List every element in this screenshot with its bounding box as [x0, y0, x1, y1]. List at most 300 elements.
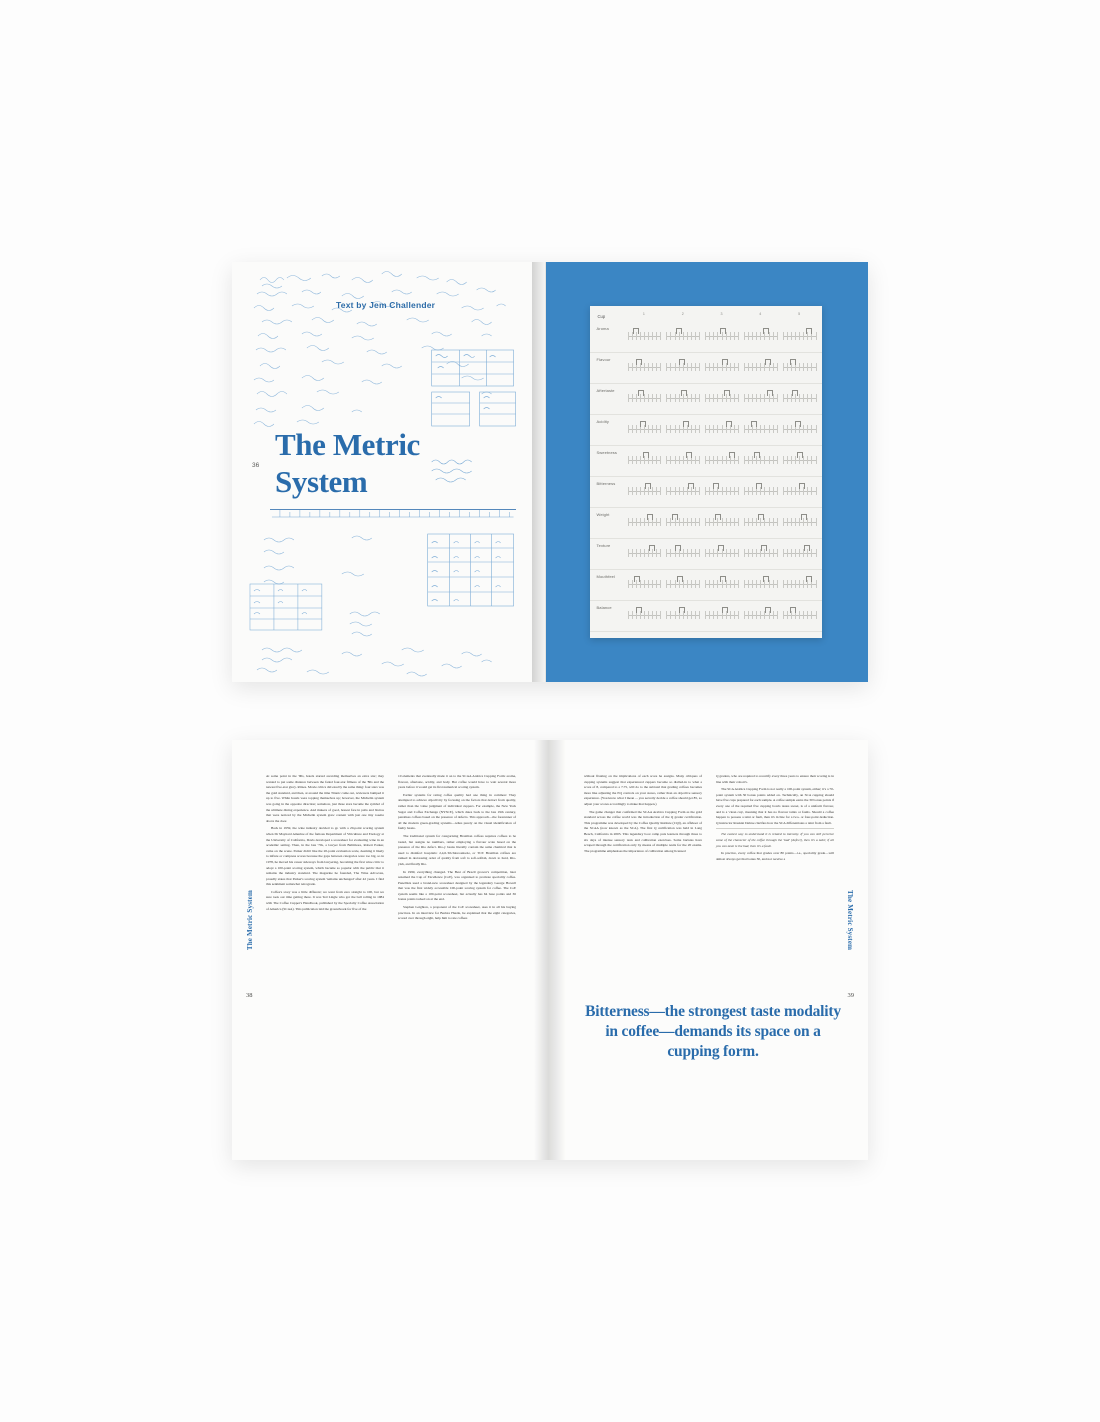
scale-tick	[769, 456, 770, 464]
column-header: 2	[681, 312, 684, 316]
scale-tick	[791, 549, 792, 557]
scale-marker[interactable]	[633, 328, 639, 334]
scale-tick	[769, 487, 770, 495]
scale-tick	[695, 487, 696, 495]
scale-tick	[756, 332, 757, 340]
scale-tick	[722, 456, 723, 464]
scale-marker[interactable]	[804, 545, 810, 551]
scale-marker[interactable]	[763, 328, 769, 334]
scale-tick	[777, 394, 778, 402]
scale-tick	[752, 456, 753, 464]
scale-tick	[717, 363, 718, 371]
scale-marker[interactable]	[640, 421, 646, 427]
scale-tick	[652, 456, 653, 464]
scale-tick	[699, 332, 700, 340]
scale-tick	[783, 518, 784, 526]
scale-tick	[648, 611, 649, 619]
running-head-right: The Metric System	[846, 890, 854, 951]
scale-tick	[632, 425, 633, 433]
top-spread-right-page	[546, 262, 868, 682]
scale-tick	[807, 425, 808, 433]
scale-tick	[744, 363, 745, 371]
scale-tick	[709, 580, 710, 588]
scale-tick	[811, 394, 812, 402]
scale-tick	[652, 363, 653, 371]
cupping-form-scale[interactable]	[783, 327, 816, 343]
scale-tick	[709, 487, 710, 495]
scale-tick	[752, 580, 753, 588]
scale-tick	[636, 518, 637, 526]
scale-marker[interactable]	[801, 514, 807, 520]
scale-marker[interactable]	[795, 421, 801, 427]
cupping-form-scale[interactable]	[628, 389, 661, 405]
scale-marker[interactable]	[679, 607, 685, 613]
cupping-form-scale[interactable]	[705, 575, 738, 591]
scale-tick	[787, 363, 788, 371]
scale-tick	[679, 394, 680, 402]
scale-tick	[795, 456, 796, 464]
scale-marker[interactable]	[688, 483, 694, 489]
scale-tick	[730, 332, 731, 340]
cupping-form-scale[interactable]	[628, 358, 661, 374]
cupping-form-scale[interactable]	[705, 451, 738, 467]
scale-tick	[705, 394, 706, 402]
cupping-form-row-label: Balance	[596, 605, 612, 610]
paragraph: Coffee's story was a little different; we went from zero straight to 100, but we sure took our time getting there. It was Ted Lingle who got the ball rolling in 1984 with The Coffee Cupper's Handbook, published by the Specialty Coffee Association of America (SCAA). This publication laid the groundwork for five of the	[266, 889, 384, 911]
scale-marker[interactable]	[761, 545, 767, 551]
scale-tick	[628, 518, 629, 526]
bottom-spread-left-page	[232, 740, 550, 1160]
scale-tick	[679, 425, 680, 433]
cupping-form-scale[interactable]	[666, 451, 699, 467]
scale-tick	[787, 611, 788, 619]
scale-tick	[807, 363, 808, 371]
scale-tick	[709, 363, 710, 371]
scale-marker[interactable]	[758, 514, 764, 520]
scale-tick	[699, 549, 700, 557]
scale-marker[interactable]	[763, 576, 769, 582]
scale-tick	[773, 456, 774, 464]
scale-marker[interactable]	[647, 514, 653, 520]
scale-tick	[695, 611, 696, 619]
column-header: 1	[642, 312, 645, 316]
folio-38: 38	[246, 992, 253, 999]
cupping-form-row	[590, 508, 822, 539]
scale-tick	[807, 394, 808, 402]
scale-tick	[799, 363, 800, 371]
scale-tick	[760, 425, 761, 433]
scale-marker[interactable]	[724, 390, 730, 396]
scale-tick	[675, 332, 676, 340]
scale-tick	[773, 549, 774, 557]
cupping-form-row-label: Flavour	[596, 357, 611, 362]
scale-tick	[807, 456, 808, 464]
scale-tick	[717, 456, 718, 464]
scale-tick	[791, 518, 792, 526]
scale-marker[interactable]	[722, 607, 728, 613]
cupping-form-scale[interactable]	[628, 575, 661, 591]
cupping-form-scale[interactable]	[666, 327, 699, 343]
scale-marker[interactable]	[729, 452, 735, 458]
scale-tick	[695, 580, 696, 588]
scale-tick	[666, 332, 667, 340]
scale-tick	[748, 549, 749, 557]
scale-marker[interactable]	[679, 359, 685, 365]
scale-tick	[705, 425, 706, 433]
cupping-form-scale[interactable]	[628, 544, 661, 560]
scale-marker[interactable]	[672, 514, 678, 520]
scale-tick	[783, 394, 784, 402]
scale-tick	[632, 580, 633, 588]
scale-tick	[709, 394, 710, 402]
cupping-form-row	[590, 477, 822, 508]
scale-tick	[738, 456, 739, 464]
scale-tick	[787, 549, 788, 557]
cupping-form-scale[interactable]	[783, 389, 816, 405]
scale-tick	[811, 487, 812, 495]
scale-marker[interactable]	[765, 607, 771, 613]
scale-tick	[644, 518, 645, 526]
scale-tick	[675, 487, 676, 495]
scale-marker[interactable]	[718, 545, 724, 551]
scale-tick	[777, 425, 778, 433]
scale-tick	[644, 611, 645, 619]
cupping-form-scale[interactable]	[705, 482, 738, 498]
scale-tick	[803, 394, 804, 402]
cupping-form-scale[interactable]	[744, 482, 777, 498]
cupping-form-scale[interactable]	[783, 482, 816, 498]
scale-marker[interactable]	[681, 390, 687, 396]
scale-tick	[670, 394, 671, 402]
scale-marker[interactable]	[677, 576, 683, 582]
cupping-form-scale[interactable]	[628, 606, 661, 622]
scale-tick	[816, 549, 817, 557]
scale-marker[interactable]	[675, 545, 681, 551]
scale-tick	[699, 456, 700, 464]
scale-marker[interactable]	[799, 483, 805, 489]
cupping-form-scale[interactable]	[783, 451, 816, 467]
scale-tick	[628, 363, 629, 371]
scale-tick	[705, 580, 706, 588]
scale-tick	[660, 394, 661, 402]
scale-tick	[811, 363, 812, 371]
scale-marker[interactable]	[715, 514, 721, 520]
scale-tick	[675, 394, 676, 402]
scale-tick	[748, 487, 749, 495]
cupping-form-scale[interactable]	[744, 451, 777, 467]
scale-marker[interactable]	[636, 359, 642, 365]
cupping-form-scale[interactable]	[666, 358, 699, 374]
scale-tick	[699, 487, 700, 495]
scale-tick	[670, 456, 671, 464]
cupping-form-scale[interactable]	[783, 420, 816, 436]
scale-tick	[722, 394, 723, 402]
scale-tick	[756, 518, 757, 526]
scale-tick	[666, 363, 667, 371]
scale-tick	[748, 580, 749, 588]
scale-tick	[666, 580, 667, 588]
scale-tick	[699, 580, 700, 588]
scale-marker[interactable]	[638, 390, 644, 396]
scale-marker[interactable]	[649, 545, 655, 551]
scale-marker[interactable]	[765, 359, 771, 365]
cupping-form-scale[interactable]	[783, 358, 816, 374]
scale-tick	[632, 549, 633, 557]
scale-marker[interactable]	[686, 452, 692, 458]
scale-tick	[660, 332, 661, 340]
scale-tick	[683, 332, 684, 340]
scale-tick	[783, 580, 784, 588]
scale-tick	[811, 518, 812, 526]
scale-tick	[713, 549, 714, 557]
scale-tick	[799, 580, 800, 588]
cupping-form-scale[interactable]	[628, 451, 661, 467]
scale-tick	[705, 518, 706, 526]
cupping-form-scale-group	[628, 389, 816, 405]
cupping-form-scale[interactable]	[744, 513, 777, 529]
page-title-line-2: System	[275, 463, 368, 499]
cupping-form-scale[interactable]	[628, 327, 661, 343]
scale-tick	[683, 487, 684, 495]
scale-tick	[687, 549, 688, 557]
scale-tick	[756, 611, 757, 619]
scale-tick	[744, 580, 745, 588]
cupping-form-row-label: Texture	[596, 543, 611, 548]
cupping-form-scale-group	[628, 544, 816, 560]
bottom-book-spread	[232, 740, 868, 1160]
scale-tick	[734, 487, 735, 495]
scale-tick	[695, 363, 696, 371]
scale-tick	[713, 518, 714, 526]
scale-marker[interactable]	[645, 483, 651, 489]
cupping-form-scale[interactable]	[783, 544, 816, 560]
scale-tick	[713, 580, 714, 588]
scale-tick	[691, 580, 692, 588]
scale-tick	[730, 580, 731, 588]
cupping-form-scale[interactable]	[744, 389, 777, 405]
scale-tick	[734, 425, 735, 433]
cupping-form-scale[interactable]	[783, 513, 816, 529]
cupping-form-scale[interactable]	[744, 420, 777, 436]
scale-tick	[803, 425, 804, 433]
scale-tick	[632, 487, 633, 495]
cupping-form-scale[interactable]	[666, 544, 699, 560]
column-1	[584, 774, 702, 864]
scale-tick	[709, 332, 710, 340]
scale-tick	[756, 580, 757, 588]
scale-tick	[666, 549, 667, 557]
paragraph: Stephen Leighton, a proponent of the CoE scoresheet, uses it in all his buying practices. In an interview for Barista Hustle, he explained that the eight categories, scored over through eight, help him to rate coffees	[398, 905, 516, 921]
scale-tick	[816, 332, 817, 340]
scale-tick	[675, 425, 676, 433]
scale-tick	[795, 332, 796, 340]
cupping-form-scale[interactable]	[744, 606, 777, 622]
scale-tick	[640, 487, 641, 495]
cupping-form-scale[interactable]	[744, 575, 777, 591]
scale-tick	[713, 394, 714, 402]
scale-tick	[699, 518, 700, 526]
cupping-form-scale[interactable]	[744, 544, 777, 560]
scale-marker[interactable]	[806, 328, 812, 334]
scale-tick	[811, 549, 812, 557]
cupping-form-scale[interactable]	[666, 606, 699, 622]
scale-tick	[695, 549, 696, 557]
scale-tick	[738, 363, 739, 371]
scale-tick	[636, 394, 637, 402]
scale-marker[interactable]	[634, 576, 640, 582]
scale-tick	[679, 518, 680, 526]
scale-tick	[756, 549, 757, 557]
scale-tick	[816, 580, 817, 588]
scale-tick	[795, 487, 796, 495]
scale-tick	[670, 611, 671, 619]
scale-tick	[756, 394, 757, 402]
scale-tick	[722, 425, 723, 433]
cupping-form-scale[interactable]	[705, 513, 738, 529]
scale-tick	[744, 456, 745, 464]
scale-tick	[799, 611, 800, 619]
scale-tick	[717, 425, 718, 433]
scale-tick	[648, 425, 649, 433]
scale-tick	[705, 363, 706, 371]
scale-marker[interactable]	[790, 359, 796, 365]
scale-tick	[713, 611, 714, 619]
scale-tick	[656, 487, 657, 495]
scale-tick	[734, 580, 735, 588]
scale-marker[interactable]	[636, 607, 642, 613]
cupping-form-scale[interactable]	[744, 327, 777, 343]
scale-marker[interactable]	[797, 452, 803, 458]
scale-marker[interactable]	[722, 359, 728, 365]
scale-tick	[773, 332, 774, 340]
scale-tick	[777, 456, 778, 464]
scale-tick	[777, 518, 778, 526]
scale-tick	[726, 549, 727, 557]
scale-tick	[675, 456, 676, 464]
cupping-form-scale[interactable]	[705, 389, 738, 405]
scale-tick	[734, 363, 735, 371]
scale-tick	[764, 487, 765, 495]
cupping-form-scale[interactable]	[705, 358, 738, 374]
cupping-form-card	[590, 306, 822, 638]
scale-tick	[811, 425, 812, 433]
scale-tick	[722, 518, 723, 526]
cupping-form-scale[interactable]	[705, 544, 738, 560]
scale-tick	[640, 549, 641, 557]
scale-marker[interactable]	[726, 421, 732, 427]
scale-tick	[709, 549, 710, 557]
scale-tick	[811, 611, 812, 619]
scale-tick	[656, 518, 657, 526]
cupping-form-row-label: Acidity	[596, 419, 609, 424]
scale-marker[interactable]	[790, 607, 796, 613]
cupping-form-scale[interactable]	[628, 420, 661, 436]
scale-marker[interactable]	[676, 328, 682, 334]
cupping-form-scale[interactable]	[666, 513, 699, 529]
scale-tick	[738, 580, 739, 588]
scale-tick	[734, 518, 735, 526]
scale-tick	[628, 487, 629, 495]
scale-tick	[752, 611, 753, 619]
scale-marker[interactable]	[751, 421, 757, 427]
scale-tick	[748, 611, 749, 619]
scale-tick	[773, 611, 774, 619]
scale-tick	[687, 611, 688, 619]
cupping-form-scale[interactable]	[705, 420, 738, 436]
scale-tick	[748, 363, 749, 371]
scale-tick	[691, 363, 692, 371]
scale-tick	[695, 456, 696, 464]
scale-tick	[816, 425, 817, 433]
scale-tick	[691, 332, 692, 340]
page-title-line-1: The Metric	[275, 427, 420, 462]
cupping-form-row-label: Sweetness	[596, 450, 617, 455]
scale-tick	[734, 332, 735, 340]
cupping-form-scale[interactable]	[666, 389, 699, 405]
scale-marker[interactable]	[643, 452, 649, 458]
scale-marker[interactable]	[806, 576, 812, 582]
scale-marker[interactable]	[720, 328, 726, 334]
cupping-form-scale[interactable]	[666, 420, 699, 436]
scale-tick	[777, 363, 778, 371]
cupping-form-scale[interactable]	[705, 327, 738, 343]
scale-tick	[799, 394, 800, 402]
scale-tick	[816, 394, 817, 402]
scale-tick	[705, 332, 706, 340]
scale-tick	[726, 456, 727, 464]
cupping-form-scale[interactable]	[628, 513, 661, 529]
scale-marker[interactable]	[792, 390, 798, 396]
cupping-form-scale[interactable]	[783, 606, 816, 622]
cupping-form-scale[interactable]	[666, 482, 699, 498]
scale-marker[interactable]	[756, 483, 762, 489]
scale-tick	[791, 332, 792, 340]
column-2	[398, 774, 516, 924]
scale-tick	[691, 611, 692, 619]
scale-tick	[656, 580, 657, 588]
scale-marker[interactable]	[767, 390, 773, 396]
scale-tick	[632, 611, 633, 619]
scale-tick	[666, 456, 667, 464]
scale-tick	[632, 332, 633, 340]
cupping-form-row	[590, 539, 822, 570]
scale-tick	[709, 518, 710, 526]
paragraph: without fixating on the implications of each score he assigns. Many critiques of cupping systems suggest that experienced cuppers become so dialled-in to what a score of 8, compared to a 7.75, will do to the subtotal that grading coffees becomes more like adjusting the EQ controls on your stereo, rather than an objective sensory experience. (You know what I mean ... you secretly decide a coffee should get 85, so adjust your scores accordingly to make that happen.)	[584, 774, 702, 806]
cupping-form-scale[interactable]	[628, 482, 661, 498]
cupping-form-scale[interactable]	[744, 358, 777, 374]
column-header: 4	[759, 312, 762, 316]
scale-marker[interactable]	[683, 421, 689, 427]
scale-tick	[799, 332, 800, 340]
scale-tick	[752, 394, 753, 402]
scale-tick	[713, 425, 714, 433]
scale-tick	[783, 363, 784, 371]
cupping-form-scale[interactable]	[666, 575, 699, 591]
scale-tick	[760, 580, 761, 588]
scale-tick	[744, 487, 745, 495]
scale-marker[interactable]	[720, 576, 726, 582]
paragraph: In 1999, everything changed. The Best of Brazil grower's competition, later renamed the Cup of Excellence (CoE), was organised to promote speciality coffee. Panellists used a brand-new scoresheet designed by the legendary George Howell that was the first widely accessible 100-point scoring system for coffee. The CoE system seems like a 100-point scoresheet, but actually has 64 base points and 36 bonus points tacked on at the end.	[398, 869, 516, 902]
scale-marker[interactable]	[754, 452, 760, 458]
cupping-form-scale[interactable]	[783, 575, 816, 591]
scale-tick	[760, 456, 761, 464]
cupping-form-scale[interactable]	[705, 606, 738, 622]
scale-tick	[748, 332, 749, 340]
scale-marker[interactable]	[713, 483, 719, 489]
scale-tick	[744, 611, 745, 619]
scale-tick	[628, 549, 629, 557]
scale-tick	[656, 456, 657, 464]
